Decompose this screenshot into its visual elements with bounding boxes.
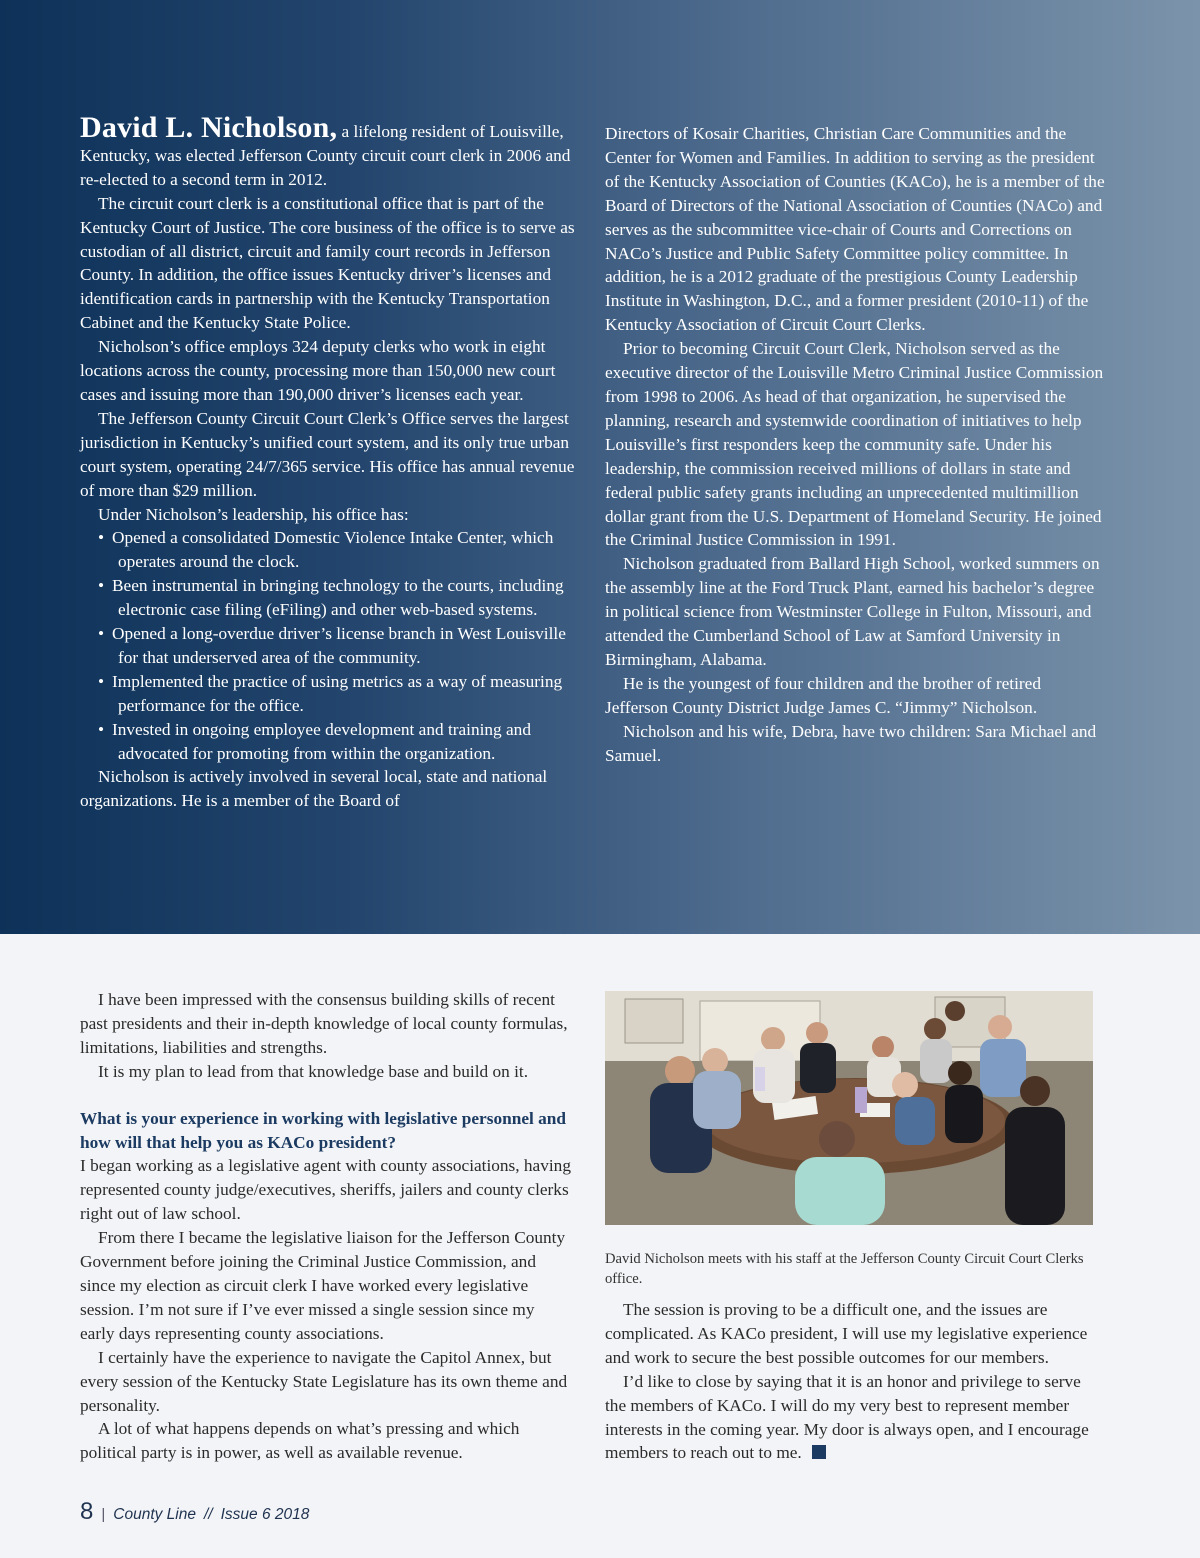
bio-left-column bbox=[80, 111, 576, 813]
issue-label: Issue 6 2018 bbox=[220, 1506, 310, 1523]
bio-intro-paragraph bbox=[80, 111, 576, 192]
interview-paragraph: I began working as a legislative agent with county associations, having represented county judge/executives, sheriffs, jailers and county clerks right out of law school. bbox=[80, 1156, 571, 1224]
bio-intro-text: a lifelong resident of Louisville, Kentucky, was elected Jefferson County circuit court clerk in 2006 and re-elected to a second term in 2012. bbox=[80, 122, 571, 189]
bullet-icon: • bbox=[98, 528, 105, 548]
meeting-photo-illustration bbox=[605, 991, 1093, 1225]
footer-separator: | bbox=[101, 1506, 106, 1523]
bio-paragraph: Nicholson’s office employs 324 deputy clerks who work in eight locations across the county, processing more than 150,000 new court cases and issuing more than 190,000 driver’s licenses each year. bbox=[80, 337, 556, 404]
photo-caption: David Nicholson meets with his staff at the Jefferson County Circuit Court Clerks office. bbox=[605, 1250, 1084, 1287]
footer-slashes: // bbox=[204, 1506, 213, 1523]
bullet-icon: • bbox=[98, 719, 105, 739]
achievement-bullet: • Opened a consolidated Domestic Violence Intake Center, which operates around the clock. bbox=[98, 528, 554, 572]
bio-paragraph: Under Nicholson’s leadership, his office has: bbox=[98, 504, 409, 524]
end-of-article-icon bbox=[812, 1445, 826, 1459]
bio-paragraph: He is the youngest of four children and the brother of retired Jefferson County District Judge James C. “Jimmy” Nicholson. bbox=[605, 673, 1041, 717]
bio-name: David L. Nicholson, bbox=[80, 111, 338, 144]
achievement-bullet: • Invested in ongoing employee development and training and advocated for promoting from within the organization. bbox=[98, 719, 531, 763]
bio-paragraph: The Jefferson County Circuit Court Clerk’s Office serves the largest jurisdiction in Kentucky’s unified court system, and its only true urban court system, operating 24/7/365 service. His office has annual revenue of more than $29 million. bbox=[80, 408, 575, 500]
page-footer bbox=[80, 1498, 309, 1528]
interview-paragraph: I certainly have the experience to navigate the Capitol Annex, but every session of the Kentucky State Legislature has its own theme and personality. bbox=[80, 1347, 568, 1415]
bio-paragraph: Directors of Kosair Charities, Christian Care Communities and the Center for Women and Families. In addition to serving as the president of the Kentucky Association of Counties (KACo), he is a member of the Board of Directors of the National Association of Counties (NACo) and serves as the subcommittee vice-chair of Courts and Corrections on NACo’s Justice and Public Safety Committee policy committee. In addition, he is a 2012 graduate of the prestigious County Leadership Institute in Washington, D.C., and a former president (2010-11) of the Kentucky Association of Circuit Court Clerks. bbox=[605, 124, 1105, 335]
interview-right-column bbox=[605, 1298, 1095, 1465]
bullet-icon: • bbox=[98, 671, 105, 691]
closing-text: I’d like to close by saying that it is an honor and privilege to serve the members of KACo. I will do my very best to represent member interests in the coming year. My door is always open, and I encourage members to reach out to me. bbox=[605, 1371, 1089, 1463]
bio-paragraph: The circuit court clerk is a constitutional office that is part of the Kentucky Court of Justice. The core business of the office is to serve as custodian of all district, circuit and family court records in Jefferson County. In addition, the office issues Kentucky driver’s licenses and identification cards in partnership with the Kentucky Transportation Cabinet and the Kentucky State Police. bbox=[80, 193, 575, 333]
meeting-photo bbox=[605, 991, 1093, 1225]
interview-paragraph: It is my plan to lead from that knowledge base and build on it. bbox=[98, 1061, 529, 1081]
interview-left-column bbox=[80, 988, 572, 1465]
interview-paragraph: A lot of what happens depends on what’s pressing and which political party is in power, as well as available revenue. bbox=[80, 1419, 520, 1463]
bullet-icon: • bbox=[98, 624, 105, 644]
interview-question: What is your experience in working with legislative personnel and how will that help you as KACo president? bbox=[80, 1108, 566, 1152]
page-number: 8 bbox=[80, 1498, 94, 1525]
interview-paragraph: From there I became the legislative liaison for the Jefferson County Government before joining the Criminal Justice Commission, and since my election as circuit clerk I have worked every legislative session. I’m not sure if I’ve ever missed a single session since my early days representing county associations. bbox=[80, 1228, 566, 1343]
bio-paragraph: Nicholson graduated from Ballard High School, worked summers on the assembly line at the Ford Truck Plant, earned his bachelor’s degree in political science from Westminster College in Fulton, Missouri, and attended the Cumberland School of Law at Samford University in Birmingham, Alabama. bbox=[605, 554, 1100, 669]
publication-name: County Line bbox=[113, 1506, 196, 1523]
bio-right-column bbox=[605, 122, 1105, 767]
achievement-bullet: • Implemented the practice of using metrics as a way of measuring performance for the office. bbox=[98, 671, 563, 715]
bio-paragraph: Prior to becoming Circuit Court Clerk, Nicholson served as the executive director of the Louisville Metro Criminal Justice Commission from 1998 to 2006. As head of that organization, he supervised the planning, research and systemwide coordination of initiatives to help Louisville’s first responders keep the community safe. Under his leadership, the commission received millions of dollars in state and federal public safety grants including an unprecedented multimillion dollar grant from the U.S. Department of Homeland Security. He joined the Criminal Justice Commission in 1991. bbox=[605, 339, 1104, 550]
bio-paragraph: Nicholson is actively involved in several local, state and national organizations. He is a member of the Board of bbox=[80, 767, 548, 811]
interview-paragraph bbox=[605, 1370, 1095, 1466]
interview-paragraph: The session is proving to be a difficult one, and the issues are complicated. As KACo president, I will use my legislative experience and work to secure the best possible outcomes for our members. bbox=[605, 1300, 1088, 1367]
bullet-icon: • bbox=[98, 576, 105, 596]
bio-paragraph: Nicholson and his wife, Debra, have two children: Sara Michael and Samuel. bbox=[605, 721, 1097, 765]
achievement-bullet: • Opened a long-overdue driver’s license branch in West Louisville for that underserved area of the community. bbox=[98, 624, 566, 667]
achievement-bullet: • Been instrumental in bringing technology to the courts, including electronic case filing (eFiling) and other web-based systems. bbox=[98, 576, 564, 620]
interview-paragraph: I have been impressed with the consensus building skills of recent past presidents and their in-depth knowledge of local county formulas, limitations, liabilities and strengths. bbox=[80, 990, 568, 1057]
